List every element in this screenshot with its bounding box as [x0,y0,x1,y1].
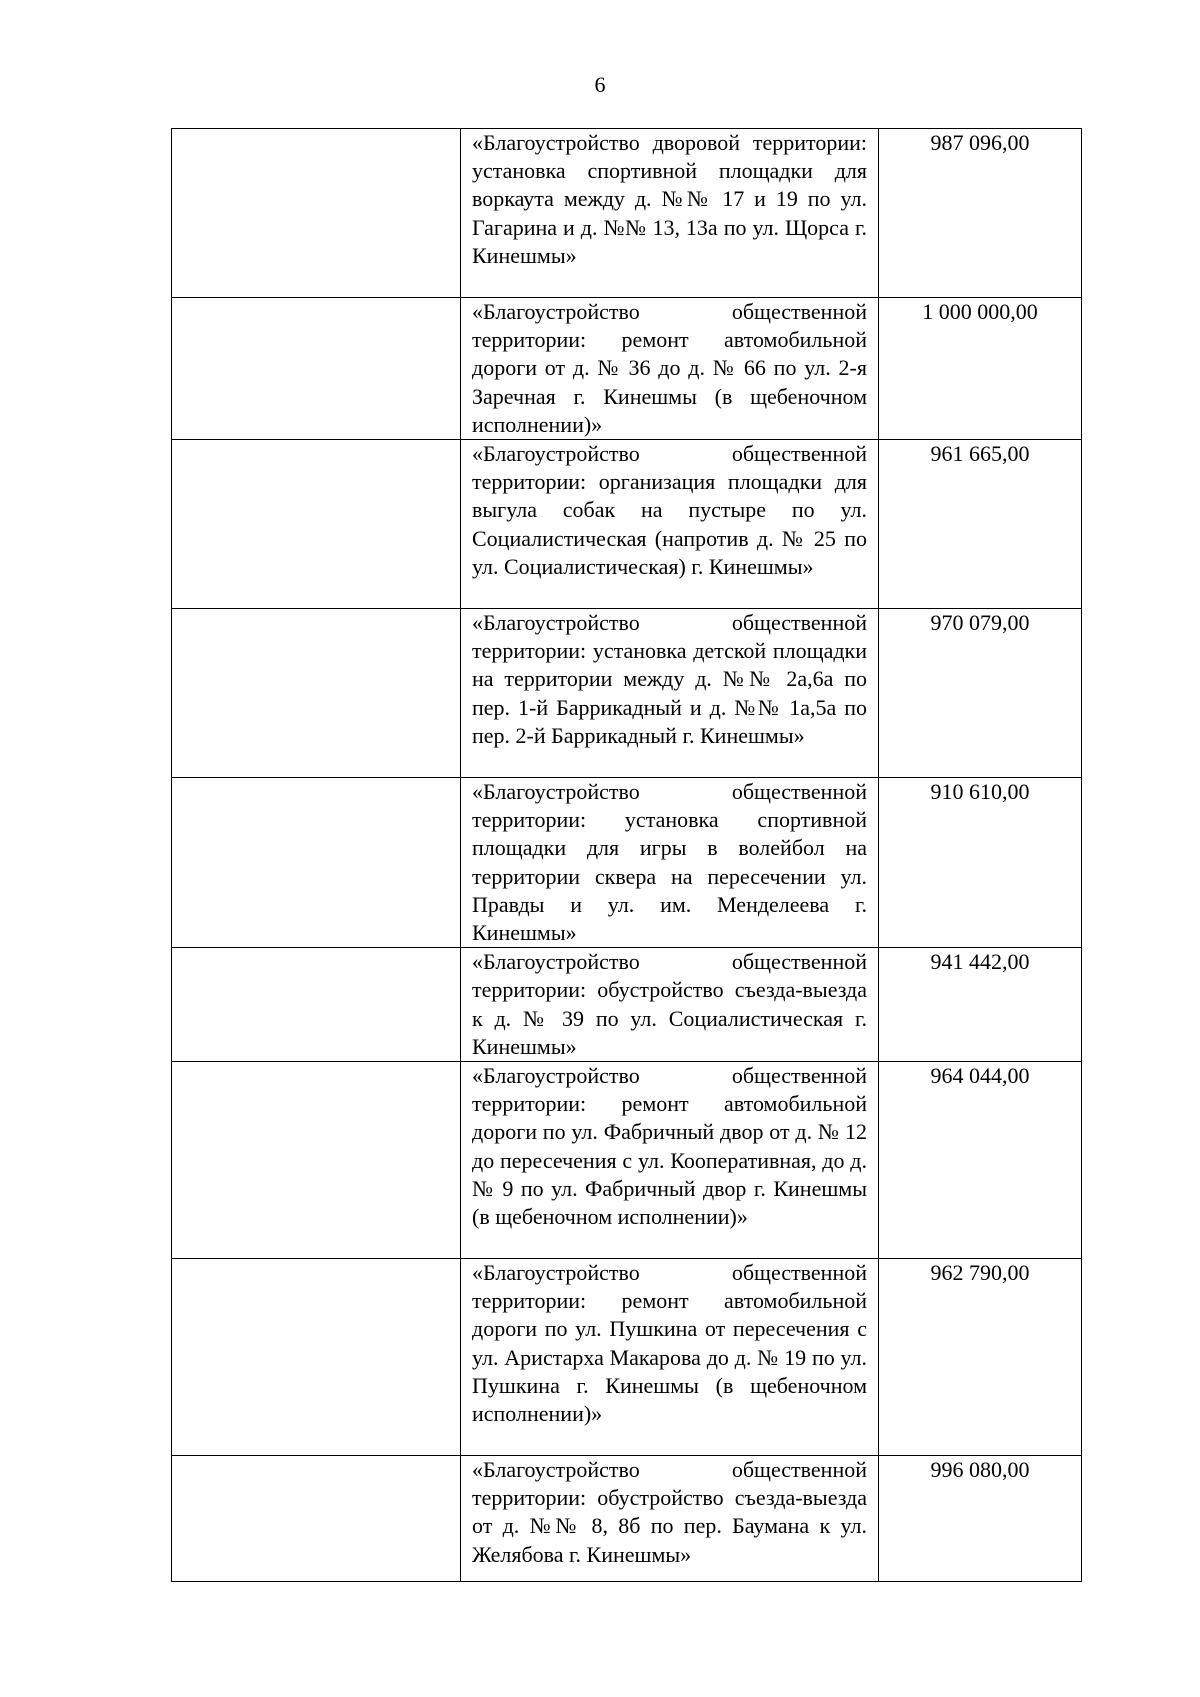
project-description: «Благоустройство общественной территории: организация площадки для выгула собак на пустыре по ул. Социалистическая (напротив д. № 25 по ул. Социалистическая) г. Кинешмы» [472,441,867,579]
table-row [172,440,1082,609]
amount-cell [879,1456,1082,1582]
amount-cell [879,1259,1082,1456]
budget-table [171,128,1082,1582]
amount: 1 000 000,00 [922,299,1038,324]
project-description-cell [461,609,879,778]
amount: 941 442,00 [930,949,1030,975]
amount: 961 665,00 [930,441,1030,467]
project-description-cell [461,948,879,1062]
table-row [172,778,1082,948]
amount-cell [879,1062,1082,1259]
project-description-cell [461,778,879,948]
amount: 987 096,00 [930,130,1030,155]
table-row [172,1456,1082,1582]
table-row [172,1062,1082,1259]
amount: 962 790,00 [930,1260,1030,1286]
project-description: «Благоустройство общественной территории: установка спортивной площадки для игры в волейбол на территории сквера на пересечении ул. Правды и ул. им. Менделеева г. Кинешмы» [472,779,867,946]
project-description: «Благоустройство дворовой территории: установка спортивной площадки для воркаута между д. №№ 17 и 19 по ул. Гагарина и д. №№ 13, 13а по ул. Щорса г. Кинешмы» [472,130,867,268]
amount-cell [879,609,1082,778]
project-description-cell [461,1259,879,1456]
table-row [172,298,1082,440]
project-description: «Благоустройство общественной территории: обустройство съезда-выезда от д. №№ 8, 8б по пер. Баумана к ул. Желябова г. Кинешмы» [472,1457,867,1567]
empty-cell [172,1062,461,1259]
project-description: «Благоустройство общественной территории: ремонт автомобильной дороги от д. № 36 до д. № 66 по ул. 2-я Заречная г. Кинешмы (в щебеночном исполнении)» [472,299,867,437]
amount-cell [879,298,1082,440]
amount: 964 044,00 [930,1063,1030,1089]
empty-cell [172,129,461,298]
project-description-cell [461,440,879,609]
project-description: «Благоустройство общественной территории: обустройство съезда-выезда к д. № 39 по ул. Социалистическая г. Кинешмы» [472,949,867,1059]
empty-cell [172,1259,461,1456]
project-description-cell [461,1062,879,1259]
amount: 996 080,00 [930,1457,1030,1483]
amount: 910 610,00 [930,779,1030,805]
project-description-cell [461,129,879,298]
empty-cell [172,948,461,1062]
table-row [172,609,1082,778]
table-row [172,948,1082,1062]
amount-cell [879,778,1082,948]
project-description: «Благоустройство общественной территории: установка детской площадки на территории между д. №№ 2а,6а по пер. 1-й Баррикадный и д. №№ 1а,5а по пер. 2-й Баррикадный г. Кинешмы» [472,610,867,748]
empty-cell [172,609,461,778]
page-number: 6 [594,72,606,97]
project-description-cell [461,298,879,440]
empty-cell [172,1456,461,1582]
table-row [172,129,1082,298]
amount-cell [879,440,1082,609]
empty-cell [172,440,461,609]
empty-cell [172,298,461,440]
table-row [172,1259,1082,1456]
project-description: «Благоустройство общественной территории: ремонт автомобильной дороги по ул. Пушкина от пересечения с ул. Аристарха Макарова до д. № 19 по ул. Пушкина г. Кинешмы (в щебеночном исполнении)» [472,1260,867,1427]
amount-cell [879,129,1082,298]
amount: 970 079,00 [930,610,1030,636]
empty-cell [172,778,461,948]
project-description: «Благоустройство общественной территории: ремонт автомобильной дороги по ул. Фабричный двор от д. № 12 до пересечения с ул. Кооперативная, до д. № 9 по ул. Фабричный двор г. Кинешмы (в щебеночном исполнении)» [472,1063,867,1230]
amount-cell [879,948,1082,1062]
project-description-cell [461,1456,879,1582]
